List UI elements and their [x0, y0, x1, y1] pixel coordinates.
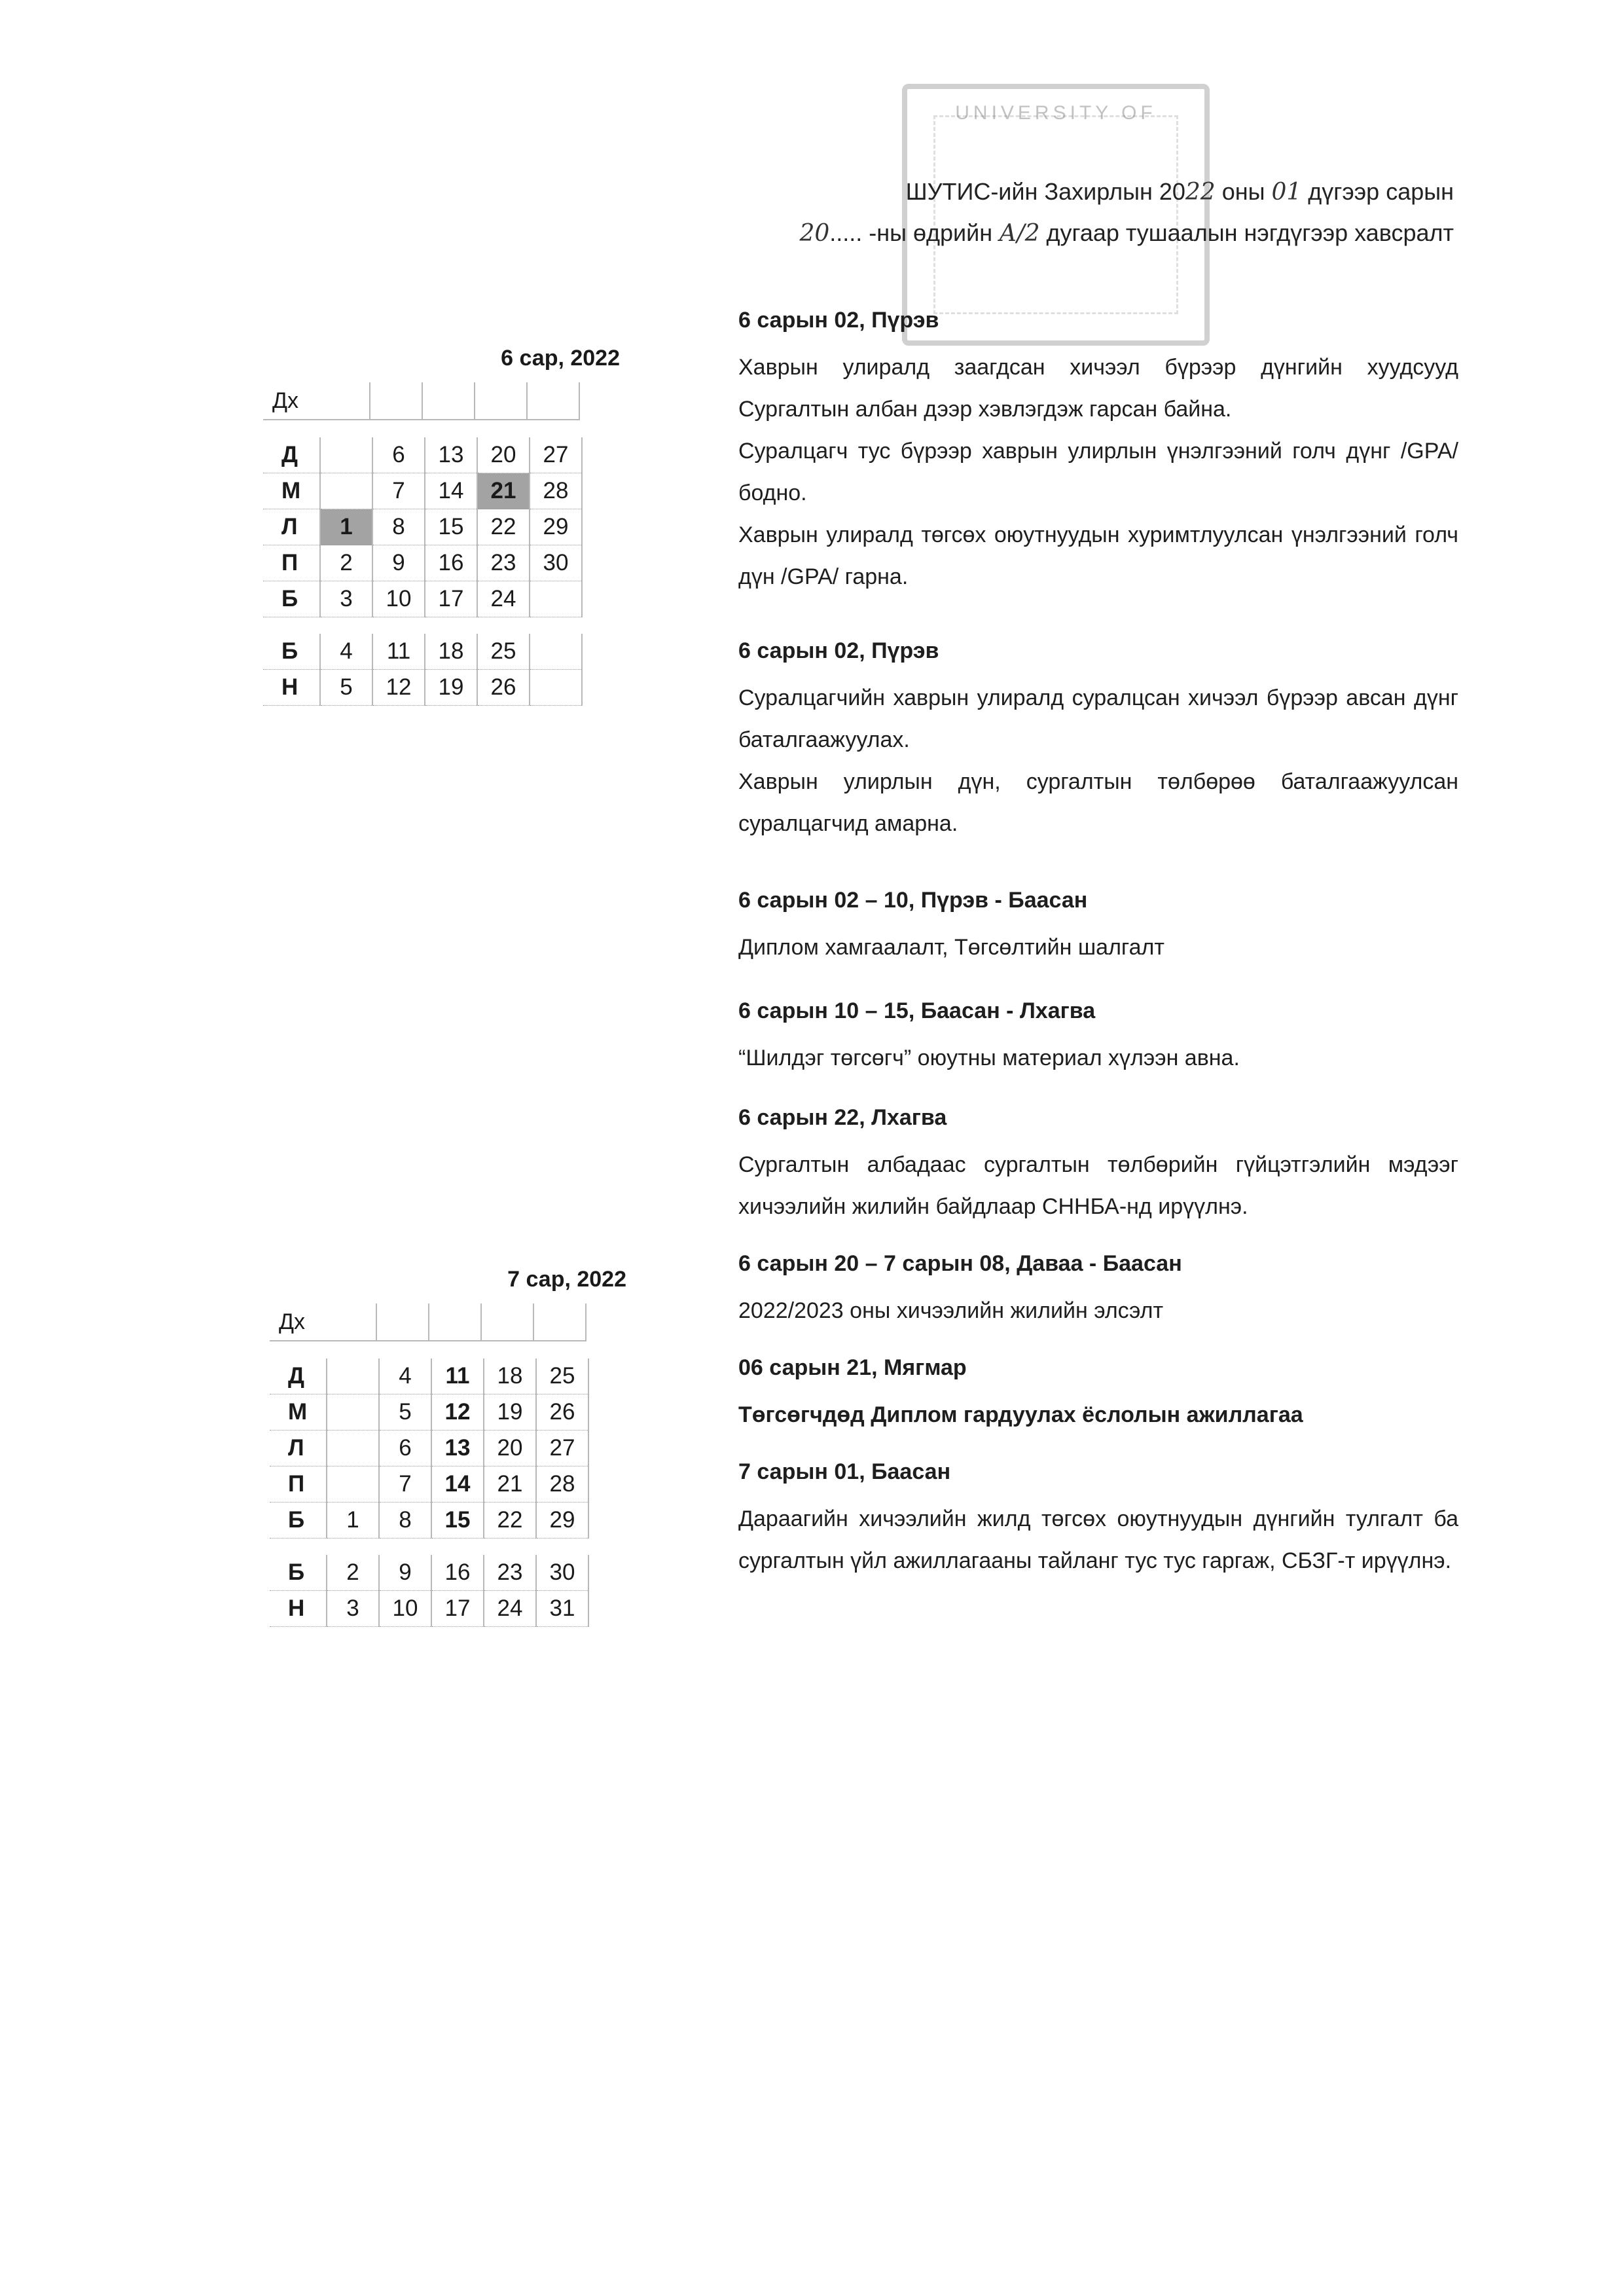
handwritten-order-number: А/2 — [999, 220, 1040, 247]
calendar-day: 21 — [484, 1467, 536, 1503]
calendar-header-label: Дх — [270, 1303, 376, 1341]
calendar-day: 31 — [536, 1591, 588, 1627]
weekday-label: Б — [263, 581, 320, 617]
calendar-day: 23 — [484, 1555, 536, 1591]
event-date: 7 сарын 01, Баасан — [738, 1459, 951, 1484]
header-text: дүгээр сарын — [1301, 178, 1454, 205]
event-item — [738, 308, 1458, 598]
calendar-day: 19 — [425, 670, 477, 706]
calendar-row — [263, 437, 582, 473]
event-description: Дараагийн хичээлийн жилд төгсөх оюутнуудын дүнгийн тулгалт ба сургалтын үйл ажиллагааны тайланг тус тус гаргаж, СБЗГ-т ирүүлнэ. — [738, 1506, 1458, 1573]
calendar-day: 26 — [477, 670, 530, 706]
calendar-day: 9 — [379, 1555, 431, 1591]
event-item — [738, 638, 1458, 845]
calendar-day: 24 — [477, 581, 530, 617]
calendar-day: 29 — [536, 1503, 588, 1539]
weekday-label: М — [263, 473, 320, 509]
calendar-day: 20 — [477, 437, 530, 473]
event-description: Хаврын улирлын дүн, сургалтын төлбөрөө баталгаажуулсан суралцагчид амарна. — [738, 769, 1458, 836]
calendar-day: 11 — [431, 1358, 484, 1394]
calendar-day: 4 — [379, 1358, 431, 1394]
header-text: оны — [1215, 178, 1272, 205]
header-line-2 — [799, 213, 1454, 254]
calendar-day: 2 — [327, 1555, 379, 1591]
calendar-day: 19 — [484, 1394, 536, 1430]
calendar-day: 29 — [530, 509, 582, 545]
calendar-day: 3 — [320, 581, 372, 617]
header-text: ..... -ны өдрийн — [829, 219, 1000, 246]
calendar-day: 1 — [320, 509, 372, 545]
calendar-day: 6 — [372, 437, 425, 473]
event-item — [738, 1459, 1458, 1582]
calendar-header-row — [270, 1303, 586, 1341]
calendar-row — [270, 1358, 588, 1394]
calendar-row — [263, 473, 582, 509]
weekday-label: Л — [263, 509, 320, 545]
calendar-day: 10 — [379, 1591, 431, 1627]
calendar-june-2022 — [263, 346, 620, 732]
calendar-day — [530, 634, 582, 670]
handwritten-day: 20 — [799, 220, 830, 247]
calendar-day: 9 — [372, 545, 425, 581]
weekday-label: Д — [270, 1358, 327, 1394]
weekday-label: Б — [270, 1503, 327, 1539]
calendar-day: 18 — [425, 634, 477, 670]
calendar-day: 15 — [431, 1503, 484, 1539]
weekday-label: Б — [270, 1555, 327, 1591]
calendar-day: 15 — [425, 509, 477, 545]
calendar-day: 27 — [536, 1430, 588, 1467]
calendar-row — [263, 509, 582, 545]
calendar-header-cell — [527, 382, 579, 420]
calendar-day: 21 — [477, 473, 530, 509]
calendar-row — [270, 1555, 588, 1591]
calendar-day — [327, 1467, 379, 1503]
calendar-day: 17 — [431, 1591, 484, 1627]
calendar-header-cell — [481, 1303, 533, 1341]
calendar-header-cell — [370, 382, 422, 420]
header-line-1 — [799, 172, 1454, 213]
event-item — [738, 1355, 1458, 1436]
calendar-header-cell — [429, 1303, 481, 1341]
weekday-label: П — [263, 545, 320, 581]
weekday-label: Д — [263, 437, 320, 473]
calendar-day: 7 — [379, 1467, 431, 1503]
calendar-title: 6 сар, 2022 — [501, 346, 620, 371]
calendar-day: 17 — [425, 581, 477, 617]
event-description: Хаврын улиралд заагдсан хичээл бүрээр дүнгийн хуудсууд Сургалтын албан дээр хэвлэгдэж гарсан байна. — [738, 355, 1458, 422]
calendar-day: 8 — [379, 1503, 431, 1539]
calendar-day — [327, 1430, 379, 1467]
calendar-day: 8 — [372, 509, 425, 545]
attachment-header — [799, 172, 1454, 254]
calendar-row — [263, 670, 582, 706]
calendar-day: 6 — [379, 1430, 431, 1467]
calendar-day: 12 — [372, 670, 425, 706]
event-date: 6 сарын 02, Пүрэв — [738, 638, 939, 663]
calendar-day: 14 — [425, 473, 477, 509]
calendar-day: 18 — [484, 1358, 536, 1394]
calendar-header-cell — [533, 1303, 586, 1341]
calendar-day: 20 — [484, 1430, 536, 1467]
calendar-weekdays — [263, 437, 583, 617]
calendar-weekend — [270, 1555, 589, 1627]
weekday-label: М — [270, 1394, 327, 1430]
calendar-row — [263, 581, 582, 617]
calendar-day — [327, 1358, 379, 1394]
calendar-header-cell — [475, 382, 527, 420]
calendar-day: 13 — [425, 437, 477, 473]
calendar-day: 28 — [536, 1467, 588, 1503]
event-description: 2022/2023 оны хичээлийн жилийн элсэлт — [738, 1298, 1164, 1323]
weekday-label: Н — [270, 1591, 327, 1627]
event-date: 06 сарын 21, Мягмар — [738, 1355, 967, 1380]
calendar-day: 30 — [536, 1555, 588, 1591]
calendar-header-row — [263, 382, 580, 420]
event-date: 6 сарын 20 – 7 сарын 08, Даваа - Баасан — [738, 1251, 1182, 1276]
events-list — [738, 308, 1458, 1582]
calendar-day: 22 — [477, 509, 530, 545]
calendar-day — [320, 473, 372, 509]
calendar-day: 28 — [530, 473, 582, 509]
calendar-day: 11 — [372, 634, 425, 670]
calendar-header-label: Дх — [263, 382, 370, 420]
calendar-day: 5 — [320, 670, 372, 706]
stamp-text: UNIVERSITY OF — [955, 102, 1157, 124]
handwritten-year: 22 — [1185, 179, 1216, 206]
event-date: 6 сарын 22, Лхагва — [738, 1105, 947, 1130]
calendar-day: 23 — [477, 545, 530, 581]
event-description: Төгсөгчдөд Диплом гардуулах ёслолын ажиллагаа — [738, 1402, 1303, 1427]
weekday-label: П — [270, 1467, 327, 1503]
calendar-row — [270, 1467, 588, 1503]
calendar-day: 16 — [431, 1555, 484, 1591]
calendar-row — [270, 1503, 588, 1539]
event-item — [738, 888, 1458, 968]
calendar-weekdays — [270, 1358, 589, 1539]
calendar-weekend — [263, 634, 583, 706]
event-date: 6 сарын 02 – 10, Пүрэв - Баасан — [738, 888, 1088, 913]
event-description: Суралцагч тус бүрээр хаврын улирлын үнэлгээний голч дүнг /GPA/ бодно. — [738, 439, 1458, 505]
calendar-title: 7 сар, 2022 — [507, 1267, 626, 1292]
calendar-day — [327, 1394, 379, 1430]
event-date: 6 сарын 10 – 15, Баасан - Лхагва — [738, 998, 1096, 1023]
event-description: Суралцагчийн хаврын улиралд суралцсан хичээл бүрээр авсан дүнг баталгаажуулах. — [738, 685, 1458, 752]
handwritten-month: 01 — [1271, 179, 1302, 206]
calendar-row — [270, 1394, 588, 1430]
calendar-day: 14 — [431, 1467, 484, 1503]
event-description: Диплом хамгаалалт, Төгсөлтийн шалгалт — [738, 935, 1164, 960]
calendar-day: 1 — [327, 1503, 379, 1539]
event-date: 6 сарын 02, Пүрэв — [738, 308, 939, 333]
calendar-day — [530, 670, 582, 706]
calendar-day: 2 — [320, 545, 372, 581]
event-description: Сургалтын албадаас сургалтын төлбөрийн гүйцэтгэлийн мэдээг хичээлийн жилийн байдлаар СННБА-нд ирүүлнэ. — [738, 1152, 1458, 1219]
calendar-day: 25 — [477, 634, 530, 670]
calendar-day: 22 — [484, 1503, 536, 1539]
weekday-label: Л — [270, 1430, 327, 1467]
calendar-day: 30 — [530, 545, 582, 581]
calendar-day: 26 — [536, 1394, 588, 1430]
calendar-day: 25 — [536, 1358, 588, 1394]
calendar-header-cell — [376, 1303, 429, 1341]
calendar-day: 13 — [431, 1430, 484, 1467]
weekday-label: Н — [263, 670, 320, 706]
event-description: Хаврын улиралд төгсөх оюутнуудын хуримтлуулсан үнэлгээний голч дүн /GPA/ гарна. — [738, 522, 1458, 589]
event-description: “Шилдэг төгсөгч” оюутны материал хүлээн авна. — [738, 1046, 1240, 1070]
calendar-row — [263, 545, 582, 581]
calendar-day: 7 — [372, 473, 425, 509]
calendar-row — [270, 1430, 588, 1467]
header-text: ШУТИС-ийн Захирлын 20 — [905, 178, 1185, 205]
event-item — [738, 1251, 1458, 1332]
weekday-label: Б — [263, 634, 320, 670]
calendar-header-cell — [422, 382, 475, 420]
calendar-day: 27 — [530, 437, 582, 473]
calendar-day: 3 — [327, 1591, 379, 1627]
calendar-row — [263, 634, 582, 670]
calendar-row — [270, 1591, 588, 1627]
calendar-july-2022 — [270, 1267, 626, 1653]
calendar-day: 10 — [372, 581, 425, 617]
calendar-day — [320, 437, 372, 473]
calendar-day: 4 — [320, 634, 372, 670]
calendar-day: 12 — [431, 1394, 484, 1430]
calendar-day: 5 — [379, 1394, 431, 1430]
calendar-day: 16 — [425, 545, 477, 581]
header-text: дугаар тушаалын нэгдүгээр хавсралт — [1039, 219, 1454, 246]
event-item — [738, 998, 1458, 1079]
calendar-day — [530, 581, 582, 617]
event-item — [738, 1105, 1458, 1228]
calendar-day: 24 — [484, 1591, 536, 1627]
